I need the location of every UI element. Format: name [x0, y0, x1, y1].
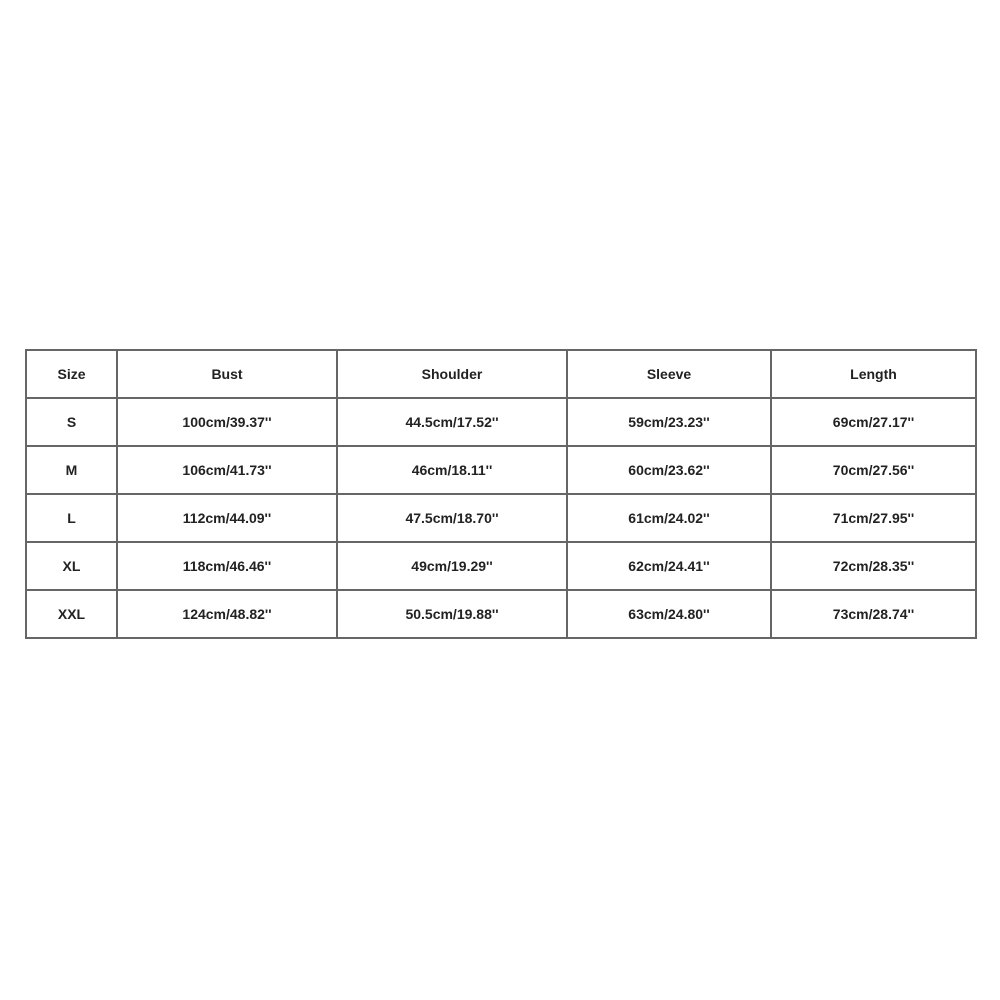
table-row [26, 590, 976, 638]
table-row [26, 398, 976, 446]
table-row [26, 446, 976, 494]
cell-length: 73cm/28.74'' [771, 590, 976, 638]
cell-shoulder: 44.5cm/17.52'' [337, 398, 567, 446]
header-length: Length [771, 350, 976, 398]
cell-shoulder: 49cm/19.29'' [337, 542, 567, 590]
cell-bust: 118cm/46.46'' [117, 542, 337, 590]
cell-shoulder: 47.5cm/18.70'' [337, 494, 567, 542]
size-chart-header [26, 350, 976, 398]
cell-shoulder: 50.5cm/19.88'' [337, 590, 567, 638]
header-size: Size [26, 350, 117, 398]
cell-bust: 100cm/39.37'' [117, 398, 337, 446]
header-sleeve: Sleeve [567, 350, 771, 398]
cell-size: M [26, 446, 117, 494]
cell-bust: 124cm/48.82'' [117, 590, 337, 638]
cell-size: XL [26, 542, 117, 590]
cell-length: 70cm/27.56'' [771, 446, 976, 494]
cell-bust: 106cm/41.73'' [117, 446, 337, 494]
cell-length: 71cm/27.95'' [771, 494, 976, 542]
cell-shoulder: 46cm/18.11'' [337, 446, 567, 494]
cell-size: S [26, 398, 117, 446]
size-chart-table [25, 349, 977, 639]
cell-sleeve: 60cm/23.62'' [567, 446, 771, 494]
table-row [26, 494, 976, 542]
header-shoulder: Shoulder [337, 350, 567, 398]
cell-size: L [26, 494, 117, 542]
header-bust: Bust [117, 350, 337, 398]
header-row [26, 350, 976, 398]
cell-length: 72cm/28.35'' [771, 542, 976, 590]
cell-sleeve: 62cm/24.41'' [567, 542, 771, 590]
cell-bust: 112cm/44.09'' [117, 494, 337, 542]
cell-size: XXL [26, 590, 117, 638]
cell-length: 69cm/27.17'' [771, 398, 976, 446]
cell-sleeve: 63cm/24.80'' [567, 590, 771, 638]
cell-sleeve: 61cm/24.02'' [567, 494, 771, 542]
cell-sleeve: 59cm/23.23'' [567, 398, 771, 446]
size-chart-body [26, 398, 976, 638]
table-row [26, 542, 976, 590]
